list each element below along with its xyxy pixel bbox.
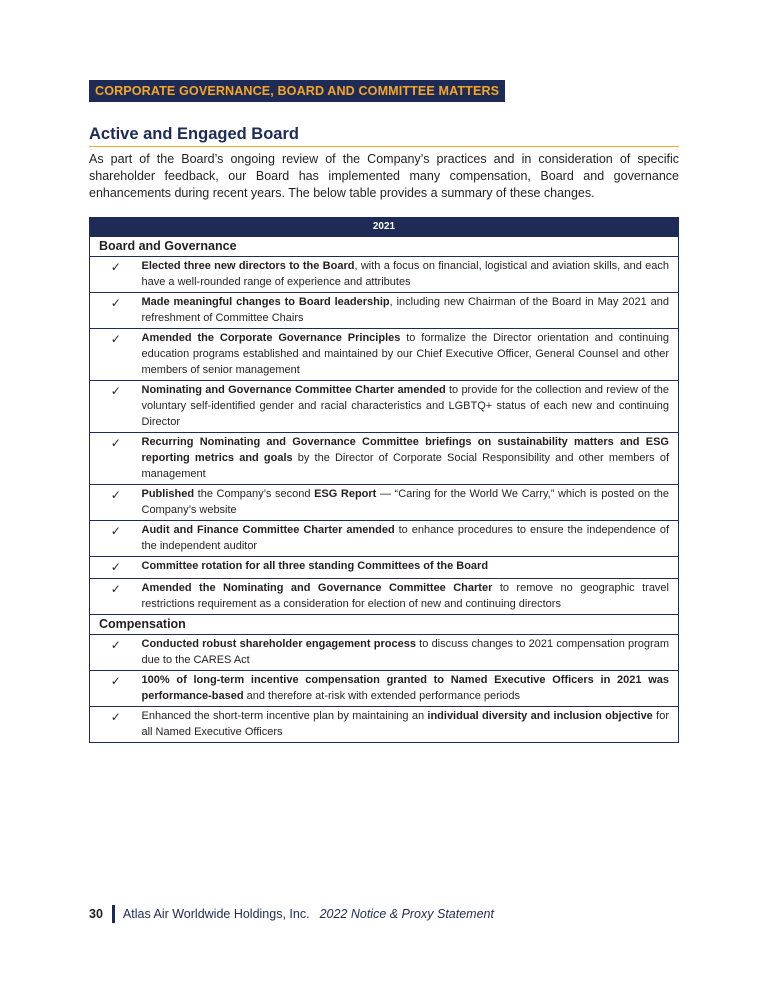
page-footer	[89, 903, 494, 925]
checkmark-icon: ✓	[90, 257, 142, 293]
item-text-regular: and therefore at-risk with extended performance periods	[243, 690, 520, 702]
item-text-bold: Conducted robust shareholder engagement process	[141, 638, 416, 650]
year-header: 2021	[90, 218, 679, 237]
checkmark-icon: ✓	[90, 433, 142, 485]
table-row	[90, 671, 679, 707]
checkmark-icon: ✓	[90, 329, 142, 381]
item-text-bold: Committee rotation for all three standing Committees of the Board	[141, 560, 489, 572]
item-text	[142, 433, 679, 485]
item-text-bold: Nominating and Governance Committee Charter amended	[141, 384, 446, 396]
item-text-regular: to formalize the Director orientation and continuing education programs established and maintained by our Chief Executive Officer, General Counsel and other members of senior management	[141, 332, 670, 376]
intro-paragraph: As part of the Board’s ongoing review of the Company’s practices and in consideration of specific shareholder feedback, our Board has implemented many compensation, Board and governance enhancements during recent years. The below table provides a summary of these changes.	[89, 152, 679, 200]
item-text-regular: to discuss changes to 2021 compensation program due to the CARES Act	[141, 638, 669, 666]
table-row	[90, 707, 679, 743]
section-banner: CORPORATE GOVERNANCE, BOARD AND COMMITTEE MATTERS	[89, 80, 505, 102]
item-text	[142, 485, 679, 521]
table-row	[90, 557, 679, 579]
category-title: Compensation	[90, 615, 679, 635]
item-text-regular: to provide for the collection and review of the voluntary self-identified gender and racial characteristics and LGBTQ+ status of each new and continuing Director	[141, 384, 669, 428]
item-text-regular: the Company’s second	[194, 488, 315, 500]
table-row	[90, 579, 679, 615]
table-row	[90, 257, 679, 293]
item-text-bold: individual diversity and inclusion objective	[427, 710, 653, 722]
item-text	[142, 257, 679, 293]
table-row	[90, 635, 679, 671]
category-title: Board and Governance	[90, 237, 679, 257]
category-row	[90, 615, 679, 635]
table-row	[90, 381, 679, 433]
item-text-regular: to enhance procedures to ensure the independence of the independent auditor	[141, 524, 670, 552]
table-row	[90, 293, 679, 329]
checkmark-icon: ✓	[90, 293, 142, 329]
checkmark-icon: ✓	[90, 671, 142, 707]
item-text-regular: for all Named Executive Officers	[141, 710, 669, 738]
item-text	[142, 293, 679, 329]
page-title: Active and Engaged Board	[89, 124, 679, 147]
item-text-bold: Published	[141, 488, 195, 500]
checkmark-icon: ✓	[90, 381, 142, 433]
item-text-regular: to remove no geographic travel restrictions requirement as a consideration for election of new and continuing directors	[141, 582, 669, 610]
item-text	[142, 707, 679, 743]
checkmark-icon: ✓	[90, 485, 142, 521]
item-text	[142, 329, 679, 381]
item-text	[142, 521, 679, 557]
footer-company: Atlas Air Worldwide Holdings, Inc.	[122, 907, 310, 921]
table-row	[90, 329, 679, 381]
item-text-bold: Audit and Finance Committee Charter amended	[141, 524, 395, 536]
item-text	[142, 557, 679, 579]
checkmark-icon: ✓	[90, 521, 142, 557]
checkmark-icon: ✓	[90, 557, 142, 579]
table-row	[90, 485, 679, 521]
item-text-bold: Made meaningful changes to Board leadership	[141, 296, 390, 308]
item-text-regular: by the Director of Corporate Social Responsibility and other members of management	[141, 452, 669, 480]
checkmark-icon: ✓	[90, 635, 142, 671]
item-text-bold: Amended the Corporate Governance Principles	[141, 332, 401, 344]
checkmark-icon: ✓	[90, 579, 142, 615]
category-row	[90, 237, 679, 257]
footer-document-title: 2022 Notice & Proxy Statement	[319, 907, 494, 921]
item-text	[142, 671, 679, 707]
item-text-bold: Recurring Nominating and Governance Committee briefings on sustainability matters and ESG reporting metrics and goals	[141, 436, 669, 464]
item-text	[142, 381, 679, 433]
item-text-regular: — “Caring for the World We Carry,” which is posted on the Company’s website	[141, 488, 670, 516]
item-text-regular: , with a focus on financial, logistical and aviation skills, and each have a well-rounded range of experience and attributes	[141, 260, 669, 288]
item-text	[142, 635, 679, 671]
item-text	[142, 579, 679, 615]
footer-divider	[112, 905, 115, 923]
table-header-row	[90, 218, 679, 237]
page-number: 30	[89, 907, 103, 921]
item-text-bold: Amended the Nominating and Governance Committee Charter	[141, 582, 493, 594]
item-text-bold: ESG Report	[314, 488, 377, 500]
table-body	[90, 237, 679, 743]
item-text-bold: Elected three new directors to the Board	[141, 260, 355, 272]
governance-summary-table	[89, 217, 679, 743]
item-text-regular: Enhanced the short-term incentive plan by maintaining an	[141, 710, 428, 722]
item-text-bold: 100% of long-term incentive compensation granted to Named Executive Officers in 2021 was performance-based	[141, 674, 669, 702]
table-row	[90, 521, 679, 557]
table-row	[90, 433, 679, 485]
item-text-regular: , including new Chairman of the Board in May 2021 and refreshment of Committee Chairs	[141, 296, 669, 324]
checkmark-icon: ✓	[90, 707, 142, 743]
